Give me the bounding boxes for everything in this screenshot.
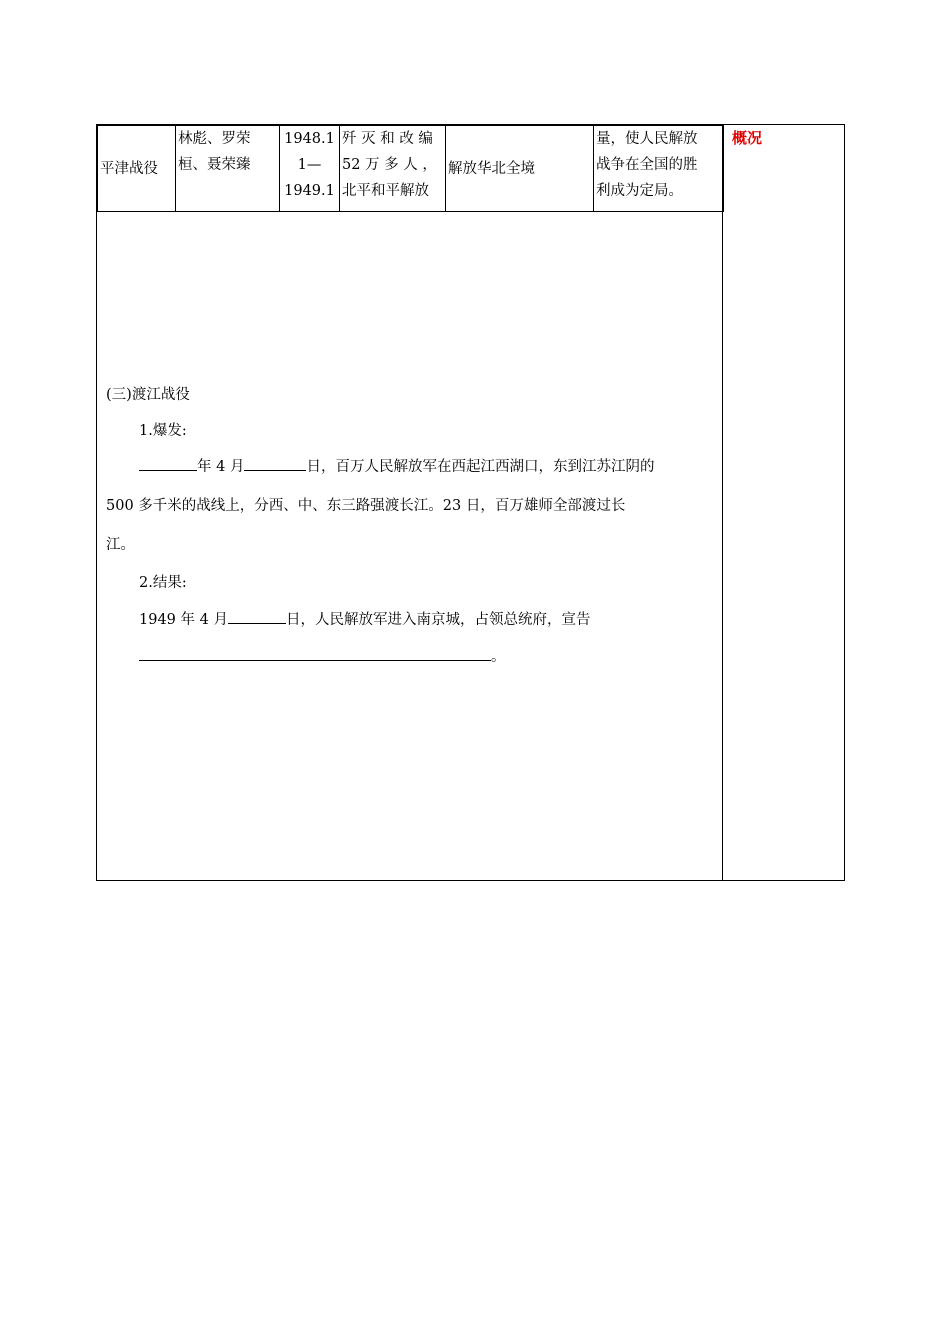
time-line: 1948.1 bbox=[284, 131, 335, 147]
paragraph1-line3: 江。 bbox=[106, 537, 135, 553]
result-line: 52 万 多 人 ， bbox=[342, 157, 437, 173]
p2-seg1: 1949 年 4 月 bbox=[139, 612, 228, 628]
cell-time bbox=[280, 126, 340, 212]
outcome-text: 解放华北全境 bbox=[448, 160, 535, 177]
time-line: 1949.1 bbox=[284, 183, 335, 199]
cell-significance bbox=[594, 126, 724, 212]
fill-blank-day[interactable] bbox=[244, 456, 306, 471]
commanders-line: 桓、聂荣臻 bbox=[178, 157, 251, 173]
paragraph1-line1 bbox=[139, 455, 654, 476]
significance-line: 量，使人民解放 bbox=[596, 131, 698, 147]
significance-line: 战争在全国的胜 bbox=[596, 157, 698, 173]
fill-blank-declaration[interactable] bbox=[139, 646, 491, 661]
cell-commanders bbox=[176, 126, 280, 212]
side-label: 概况 bbox=[732, 129, 763, 147]
section-heading: (三)渡江战役 bbox=[106, 387, 190, 403]
battle-name: 平津战役 bbox=[100, 160, 158, 177]
item2-title: 2.结果: bbox=[139, 575, 187, 591]
commanders-line: 林彪、罗荣 bbox=[178, 131, 251, 147]
result-line: 北平和平解放 bbox=[342, 183, 429, 199]
result-line: 歼 灭 和 改 编 bbox=[342, 131, 433, 147]
paragraph2-line2 bbox=[139, 645, 506, 666]
p2-end: 。 bbox=[491, 649, 506, 665]
cell-outcome bbox=[446, 126, 594, 212]
item1-title: 1.爆发: bbox=[139, 423, 187, 439]
fill-blank-year[interactable] bbox=[139, 456, 197, 471]
side-column-divider bbox=[722, 124, 723, 881]
p1-seg2: 日，百万人民解放军在西起江西湖口，东到江苏江阴的 bbox=[306, 459, 655, 475]
fill-blank-day2[interactable] bbox=[228, 609, 286, 624]
battle-table bbox=[97, 125, 724, 212]
paragraph1-line2: 500 多千米的战线上，分西、中、东三路强渡长江。23 日，百万雄师全部渡过长 bbox=[106, 498, 626, 514]
p2-seg2: 日，人民解放军进入南京城，占领总统府，宣告 bbox=[285, 612, 591, 628]
time-line: 1— bbox=[297, 157, 322, 173]
paragraph2-line1 bbox=[139, 608, 590, 629]
table-row bbox=[98, 126, 724, 212]
significance-line: 利成为定局。 bbox=[596, 183, 683, 199]
p1-seg1: 年 4 月 bbox=[197, 459, 245, 475]
cell-battle bbox=[98, 126, 176, 212]
cell-result bbox=[340, 126, 446, 212]
